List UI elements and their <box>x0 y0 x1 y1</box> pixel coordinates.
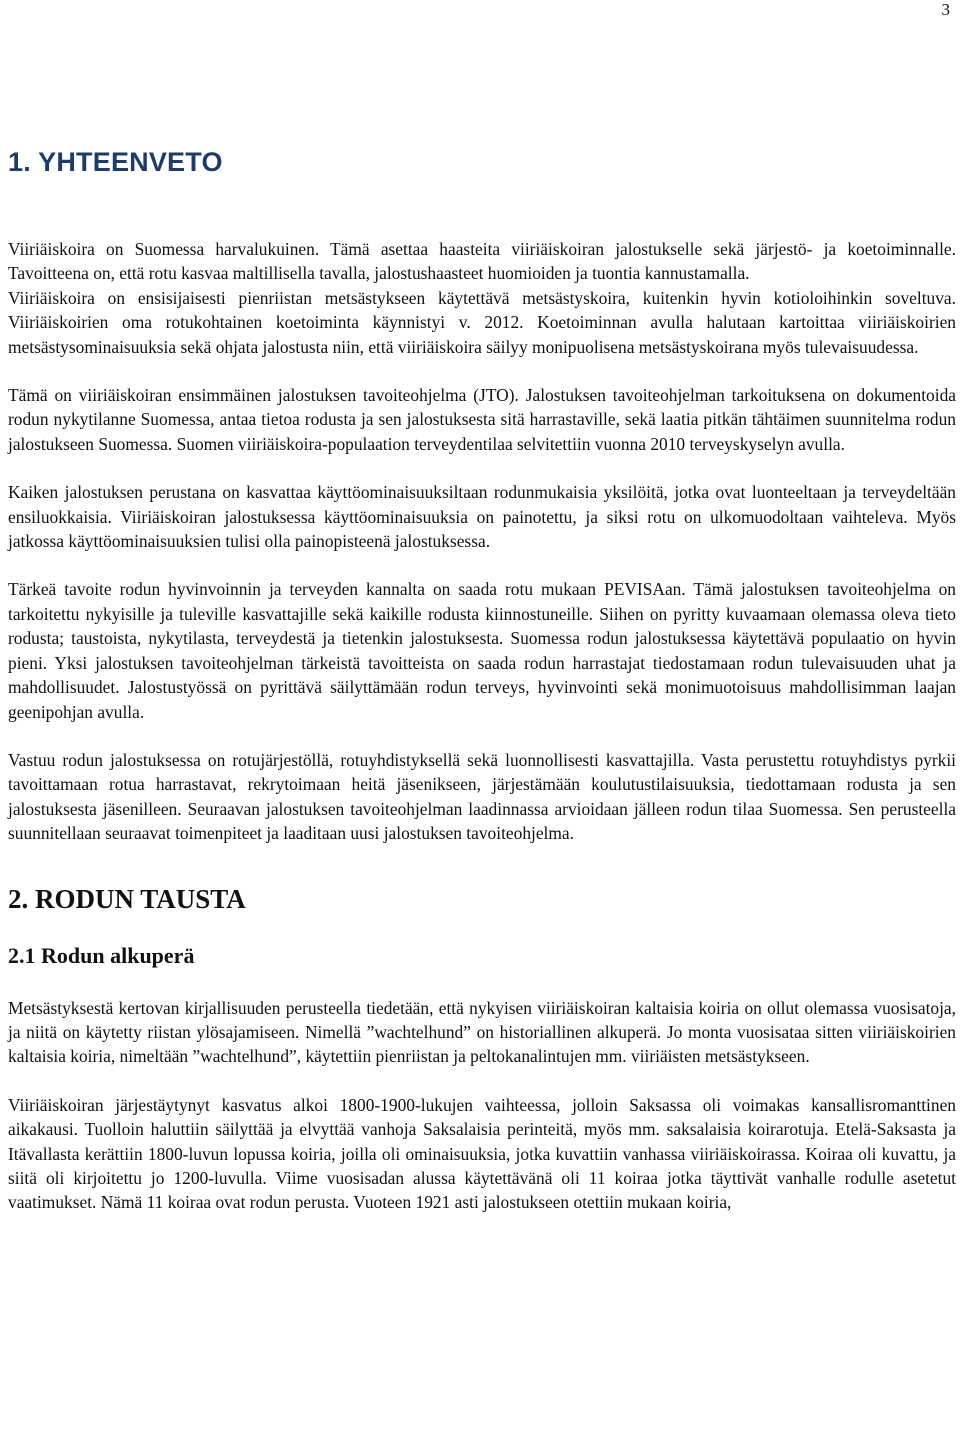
section-heading-yhteenveto: 1. YHTEENVETO <box>8 147 223 177</box>
subsection-heading-rodun-alkupera: 2.1 Rodun alkuperä <box>8 942 195 968</box>
paragraph: Kaiken jalostuksen perustana on kasvattaa käyttöominaisuuksiltaan rodunmukaisia yksilöitä, jotka ovat luonteeltaan ja terveydeltään ensiluokkaisia. Viiriäiskoiran jalostuksessa käyttöominaisuuksia on painotettu, ja siksi rotu on ulkomuodoltaan vaihteleva. Myös jatkossa käyttöominaisuuksien tulisi olla painopisteenä jalostuksessa. <box>8 482 956 552</box>
paragraph: Vastuu rodun jalostuksessa on rotujärjestöllä, rotuyhdistyksellä sekä luonnollisesti kasvattajilla. Vasta perustettu rotuyhdistys pyrkii tavoittamaan rotua harrastavat, rekrytoimaan heitä jäsenikseen, järjestämään koulutustilaisuuksia, tiedottamaan rodusta ja sen jalostuksesta jäsenilleen. Seuraavan jalostuksen tavoiteohjelman laadinnassa arvioidaan jälleen rodun tilaa Suomessa. Sen perusteella suunnitellaan seuraavat toimenpiteet ja laaditaan uusi jalostuksen tavoiteohjelma. <box>8 749 956 844</box>
paragraph: Tämä on viiriäiskoiran ensimmäinen jalostuksen tavoiteohjelma (JTO). Jalostuksen tavoiteohjelman tarkoituksena on dokumentoida rodun nykytilanne Suomessa, antaa tietoa rodusta ja sen jalostuksesta sitä harrastaville, sekä laatia pitkän tähtäimen suunnitelma rodun jalostukseen Suomessa. Suomen viiriäiskoira-populaation terveydentilaa selvitettiin vuonna 2010 terveyskyselyn avulla. <box>8 385 956 454</box>
section-heading-rodun-tausta: 2. RODUN TAUSTA <box>8 883 246 914</box>
page-number: 3 <box>941 0 950 19</box>
paragraph: Tärkeä tavoite rodun hyvinvoinnin ja terveyden kannalta on saada rotu mukaan PEVISAan. Tämä jalostuksen tavoiteohjelma on tarkoitettu nykyisille ja tuleville kasvattajille sekä kaikille rodusta kiinnostuneille. Siihen on pyritty kuvaamaan olemassa oleva tieto rodusta; taustoista, nykytilasta, terveydestä ja tietenkin jalostuksesta. Suomessa rodun jalostuksessa käytettävä populaatio on hyvin pieni. Yksi jalostuksen tavoiteohjelman tärkeistä tavoitteista on saada rodun harrastajat tiedostamaan rodun tulevaisuuden uhat ja mahdollisuudet. Jalostustyössä on pyrittävä säilyttämään rodun terveys, hyvinvointi sekä monimuotoisuus mahdollisimman laajan geenipohjan avulla. <box>8 579 956 722</box>
paragraph: Viiriäiskoira on ensisijaisesti pienriistan metsästykseen käytettävä metsästyskoira, kuitenkin hyvin kotioloihinkin soveltuva. Viiriäiskoirien oma rotukohtainen koetoiminta käynnistyi v. 2012. Koetoiminnan avulla halutaan kartoittaa viiriäiskoirien metsästysominaisuuksia sekä ohjata jalostusta niin, että viiriäiskoira säilyy monipuolisena metsästyskoirana myös tulevaisuudessa. <box>8 287 956 357</box>
paragraph: Metsästyksestä kertovan kirjallisuuden perusteella tiedetään, että nykyisen viiriäiskoiran kaltaisia koiria on ollut olemassa vuosisatoja, ja niitä on käytetty riistan ylösajamiseen. Nimellä ”wachtelhund” on historiallinen alkuperä. Jo monta vuosisataa sitten viiriäiskoirien kaltaisia koiria, nimeltään ”wachtelhund”, käytettiin pienriistan ja peltokanalintujen mm. viiriäisten metsästykseen. <box>8 997 956 1067</box>
paragraph: Viiriäiskoiran järjestäytynyt kasvatus alkoi 1800-1900-lukujen vaihteessa, jolloin Saksassa oli voimakas kansallisromanttinen aikakausi. Tuolloin haluttiin säilyttää ja elvyttää vanhoja Saksalaisia perinteitä, myös mm. saksalaisia koirarotuja. Etelä-Saksasta ja Itävallasta kerättiin 1800-luvun lopussa koiria, joilla oli ominaisuuksia, jotka kuvattiin vanhassa viiriäiskoirassa. Koiraa oli kuvattu, ja siitä oli kirjoitettu jo 1200-luvulla. Viime vuosisadan alussa käytettävänä oli 11 koiraa jotka täyttivät vanhalle rodulle asetetut vaatimukset. Nämä 11 koiraa ovat rodun perusta. Vuoteen 1921 asti jalostukseen otettiin mukaan koiria, <box>8 1094 956 1213</box>
paragraph: Viiriäiskoira on Suomessa harvalukuinen. Tämä asettaa haasteita viiriäiskoiran jalostukselle sekä järjestö- ja koetoiminnalle. Tavoitteena on, että rotu kasvaa maltillisella tavalla, jalostushaasteet huomioiden ja tuontia kannustamalla. <box>8 239 956 284</box>
document-body <box>8 145 956 1215</box>
